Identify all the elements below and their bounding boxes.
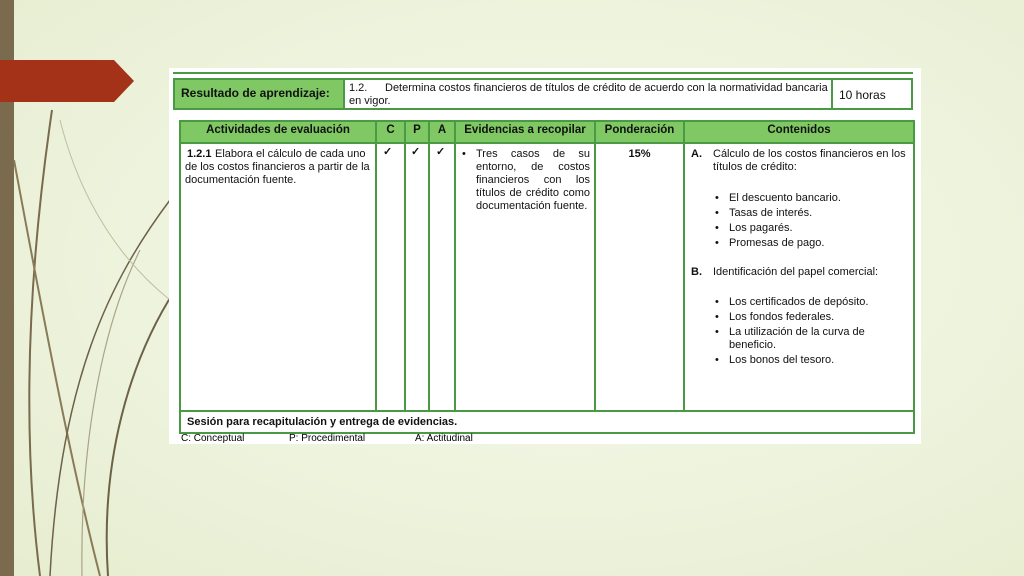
list-item: • Los bonos del tesoro. — [713, 354, 913, 367]
result-text-cell — [343, 78, 833, 110]
activity-cell — [179, 142, 377, 412]
session-text: Sesión para recapitulación y entrega de evidencias. — [187, 416, 458, 428]
legend-p: P: Procedimental — [289, 433, 366, 444]
activity-text: Elabora el cálculo de cada uno de los costos financieros a partir de la documentación fuente. — [185, 148, 370, 186]
contents-a-list — [713, 192, 913, 252]
list-item: • Los fondos federales. — [713, 311, 913, 324]
evidence-text: Tres casos de su entorno, de costos financieros con los títulos de crédito como documentación fuente. — [476, 148, 590, 212]
weight-cell — [594, 142, 685, 412]
result-label-cell — [173, 78, 345, 110]
top-rule — [173, 72, 913, 74]
hours-value: 10 horas — [839, 88, 886, 102]
result-label: Resultado de aprendizaje: — [181, 86, 330, 100]
check-p: ✓ — [411, 146, 421, 158]
check-a: ✓ — [436, 146, 446, 158]
col-header-actividades: Actividades de evaluación — [179, 120, 377, 144]
list-item: • Tasas de interés. — [713, 207, 913, 220]
c-cell — [375, 142, 406, 412]
col-header-contenidos: Contenidos — [683, 120, 915, 144]
list-item: • Los certificados de depósito. — [713, 296, 913, 309]
col-header-a: A — [428, 120, 456, 144]
col-header-c: C — [375, 120, 406, 144]
list-item: • La utilización de la curva de beneficio. — [713, 326, 913, 352]
a-cell — [428, 142, 456, 412]
document-table-image — [169, 68, 921, 444]
contents-b-label: B. — [691, 266, 702, 278]
result-text: Determina costos financieros de títulos de crédito de acuerdo con la normatividad bancaria en vigor. — [349, 82, 828, 107]
result-code: 1.2. — [349, 82, 368, 94]
check-c: ✓ — [383, 146, 393, 158]
col-header-p: P — [404, 120, 430, 144]
p-cell — [404, 142, 430, 412]
list-item: • Los pagarés. — [713, 222, 913, 235]
contents-b-text: Identificación del papel comercial: — [713, 266, 879, 278]
col-header-evidencias: Evidencias a recopilar — [454, 120, 596, 144]
legend-a: A: Actitudinal — [415, 433, 473, 444]
contents-a-text: Cálculo de los costos financieros en los títulos de crédito: — [713, 148, 906, 173]
list-item: • El descuento bancario. — [713, 192, 913, 205]
col-header-ponderacion: Ponderación — [594, 120, 685, 144]
session-row — [179, 410, 915, 434]
legend-c: C: Conceptual — [181, 433, 245, 444]
hours-cell — [831, 78, 913, 110]
contents-a-label: A. — [691, 148, 702, 160]
contents-b-list — [713, 296, 913, 369]
evidence-bullet: • — [462, 148, 466, 160]
activity-code: 1.2.1 — [187, 148, 212, 160]
contents-cell — [683, 142, 915, 412]
weight-value: 15% — [628, 148, 651, 160]
evidence-cell — [454, 142, 596, 412]
list-item: • Promesas de pago. — [713, 237, 913, 250]
